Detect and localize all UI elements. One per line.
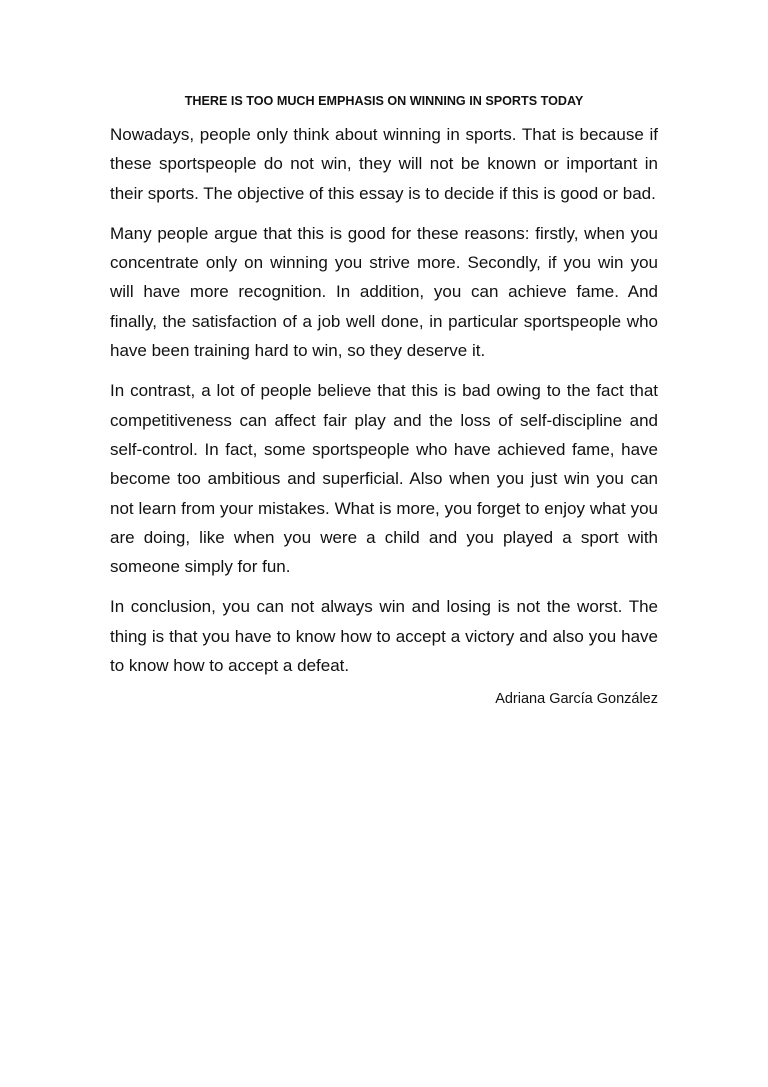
paragraph-conclusion: In conclusion, you can not always win and losing is not the worst. The thing is that you have to know how to accept a victory and also you have to know how to accept a defeat. (110, 597, 658, 676)
paragraph-arguments-against: In contrast, a lot of people believe that this is bad owing to the fact that competitiveness can affect fair play and the loss of self-discipline and self-control. In fact, some sportspeople who have achieved fame, have become too ambitious and superficial. Also when you just win you can not learn from your mistakes. What is more, you forget to enjoy what you are doing, like when you were a child and you played a sport with someone simply for fun. (110, 381, 658, 577)
essay-title: THERE IS TOO MUCH EMPHASIS ON WINNING IN SPORTS TODAY (184, 94, 584, 108)
essay-page (110, 88, 658, 711)
paragraph-introduction: Nowadays, people only think about winning in sports. That is because if these sportspeople do not win, they will not be known or important in their sports. The objective of this essay is to decide if this is good or bad. (110, 125, 658, 203)
author-name: Adriana García González (495, 691, 658, 708)
paragraph-arguments-for: Many people argue that this is good for these reasons: firstly, when you concentrate only on winning you strive more. Secondly, if you win you will have more recognition. In addition, you can achieve fame. And finally, the satisfaction of a job well done, in particular sportspeople who have been training hard to win, so they deserve it. (110, 223, 658, 361)
